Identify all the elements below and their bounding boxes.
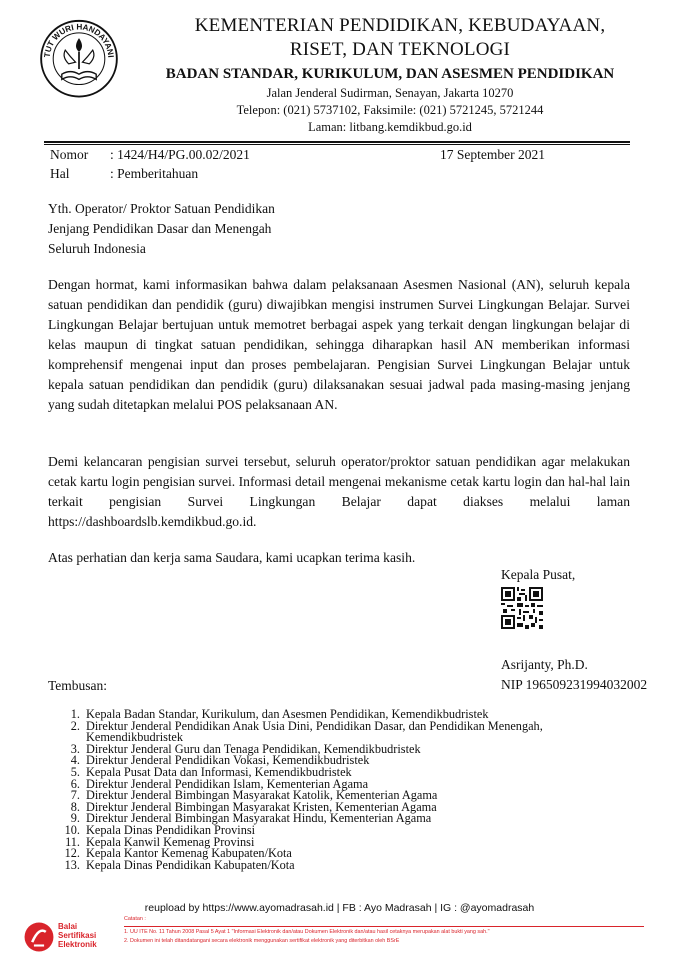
tembusan-item-text: Kepala Dinas Pendidikan Kabupaten/Kota (86, 857, 295, 872)
ministry-title-line1: KEMENTERIAN PENDIDIKAN, KEBUDAYAAN, (194, 15, 606, 36)
tembusan-item-text: Kepala Badan Standar, Kurikulum, dan Asesmen Pendidikan, Kemendikbudristek (86, 707, 489, 721)
bse-logo-icon (22, 920, 56, 954)
tembusan-item-number: 2. (70, 718, 80, 733)
header-divider-thin (44, 144, 630, 145)
reupload-note: reupload by https://www.ayomadrasah.id | FB : Ayo Madrasah | IG : @ayomadrasah (144, 902, 535, 914)
header-divider-thick (44, 141, 630, 143)
bse-label-line2: Sertifikasi (58, 931, 97, 940)
tembusan-item-text: Direktur Jenderal Guru dan Tenaga Pendidikan, Kemendikbudristek (86, 741, 421, 756)
signatory-name: Asrijanty, Ph.D. (501, 657, 588, 672)
tembusan-item-number: 4. (70, 753, 80, 768)
website: Laman: litbang.kemdikbud.go.id (308, 120, 472, 134)
agency-name: BADAN STANDAR, KURIKULUM, DAN ASESMEN PENDIDIKAN (165, 66, 615, 82)
phone-fax: Telepon: (021) 5737102, Faksimile: (021) 5721245, 5721244 (236, 103, 544, 117)
bse-label (58, 922, 97, 949)
nomor-label: Nomor (50, 147, 89, 162)
address: Jalan Jenderal Sudirman, Senayan, Jakarta 10270 (266, 86, 514, 100)
nomor-value: : 1424/H4/PG.00.02/2021 (110, 147, 250, 162)
recipient-line2: Jenjang Pendidikan Dasar dan Menengah (48, 221, 272, 236)
tembusan-item-text: Direktur Jenderal Bimbingan Masyarakat Kristen, Kementerian Agama (86, 799, 437, 814)
tembusan-item-number: 7. (70, 788, 80, 803)
tembusan-item-number: 3. (70, 741, 80, 756)
tembusan-item (58, 718, 578, 745)
logo-motto: TUT WURI HANDAYANI (42, 22, 116, 58)
tembusan-item-text: Direktur Jenderal Pendidikan Vokasi, Kemendikbudristek (86, 753, 370, 768)
body-paragraph-3: Atas perhatian dan kerja sama Saudara, kami ucapkan terima kasih. (48, 550, 416, 565)
tembusan-item-number: 10. (64, 822, 80, 837)
signature-title: Kepala Pusat, (501, 567, 576, 582)
tembusan-item-number: 12. (64, 846, 80, 861)
notes-divider (124, 926, 644, 927)
tembusan-item-number: 1. (70, 707, 80, 721)
tembusan-item-text: Direktur Jenderal Bimbingan Masyarakat Katolik, Kementerian Agama (86, 788, 438, 803)
hal-value: : Pemberitahuan (110, 166, 199, 181)
tut-wuri-handayani-logo (36, 14, 122, 100)
signatory-nip: NIP 196509231994032002 (501, 677, 648, 692)
tembusan-item-number: 5. (70, 764, 80, 779)
tembusan-item (58, 857, 578, 872)
recipient-line3: Seluruh Indonesia (48, 241, 146, 256)
tembusan-item-text: Direktur Jenderal Pendidikan Islam, Kementerian Agama (86, 776, 369, 791)
note-2: 2. Dokumen ini telah ditandatangani secara elektronik menggunakan sertifikat elektronik yang diterbitkan oleh BSrE (124, 938, 400, 944)
tembusan-item-text: Kepala Kantor Kemenag Kabupaten/Kota (86, 846, 292, 861)
bse-label-line1: Balai (58, 922, 78, 931)
notes-title: Catatan : (124, 916, 146, 922)
recipient-line1: Yth. Operator/ Proktor Satuan Pendidikan (48, 201, 275, 216)
letter-date: 17 September 2021 (440, 147, 545, 162)
tembusan-label: Tembusan: (48, 678, 108, 693)
tembusan-item-text: Direktur Jenderal Bimbingan Masyarakat Hindu, Kementerian Agama (86, 811, 432, 826)
tembusan-item-text: Kepala Pusat Data dan Informasi, Kemendikbudristek (86, 764, 352, 779)
tembusan-item-number: 9. (70, 811, 80, 826)
body-paragraph-1: Dengan hormat, kami informasikan bahwa dalam pelaksanaan Asesmen Nasional (AN), seluruh kepala satuan pendidikan dan pendidik (guru) diwajibkan mengisi instrumen Survei Lingkungan Belajar. Survei Lingkungan Belajar bertujuan untuk memotret berbagai aspek yang terkait dengan lingkungan belajar di kelas maupun di tingkat satuan pendidikan, sehingga diharapkan hasil AN memberikan informasi komprehensif mengenai input dan proses pembelajaran. Pengisian Survei Lingkungan Belajar untuk kepala satuan pendidikan dan pendidik (guru) dilaksanakan sesuai jadwal pada masing-masing jenjang yang sudah ditetapkan melalui POS pelaksanaan AN. (48, 277, 630, 412)
tembusan-item-text: Kepala Kanwil Kemenag Provinsi (86, 834, 255, 849)
note-1: 1. UU ITE No. 11 Tahun 2008 Pasal 5 Ayat 1 "Informasi Elektronik dan/atau Dokumen Elektronik dan/atau hasil cetaknya merupakan alat bukti yang sah." (124, 929, 490, 935)
qr-code-icon (501, 587, 543, 629)
tembusan-item-number: 8. (70, 799, 80, 814)
tembusan-list (58, 709, 578, 871)
tembusan-item-number: 13. (64, 857, 80, 872)
body-paragraph-2: Demi kelancaran pengisian survei tersebut, seluruh operator/proktor satuan pendidikan agar melakukan cetak kartu login pengisian survei. Informasi detail mengenai mekanisme cetak kartu login dan hal-hal lain terkait pengisian Survei Lingkungan Belajar dapat diakses melalui laman https://dashboardslb.kemdikbud.go.id. (48, 454, 630, 529)
tembusan-item-number: 11. (65, 834, 80, 849)
tembusan-item-number: 6. (70, 776, 80, 791)
ministry-title-line2: RISET, DAN TEKNOLOGI (289, 39, 511, 60)
footer-notes (124, 915, 644, 946)
tembusan-item-text: Kepala Dinas Pendidikan Provinsi (86, 822, 256, 837)
hal-label: Hal (50, 166, 70, 181)
bse-label-line3: Elektronik (58, 940, 97, 949)
tembusan-item-text: Direktur Jenderal Pendidikan Anak Usia Dini, Pendidikan Dasar, dan Pendidikan Menengah, Kemendikbudristek (86, 718, 543, 745)
